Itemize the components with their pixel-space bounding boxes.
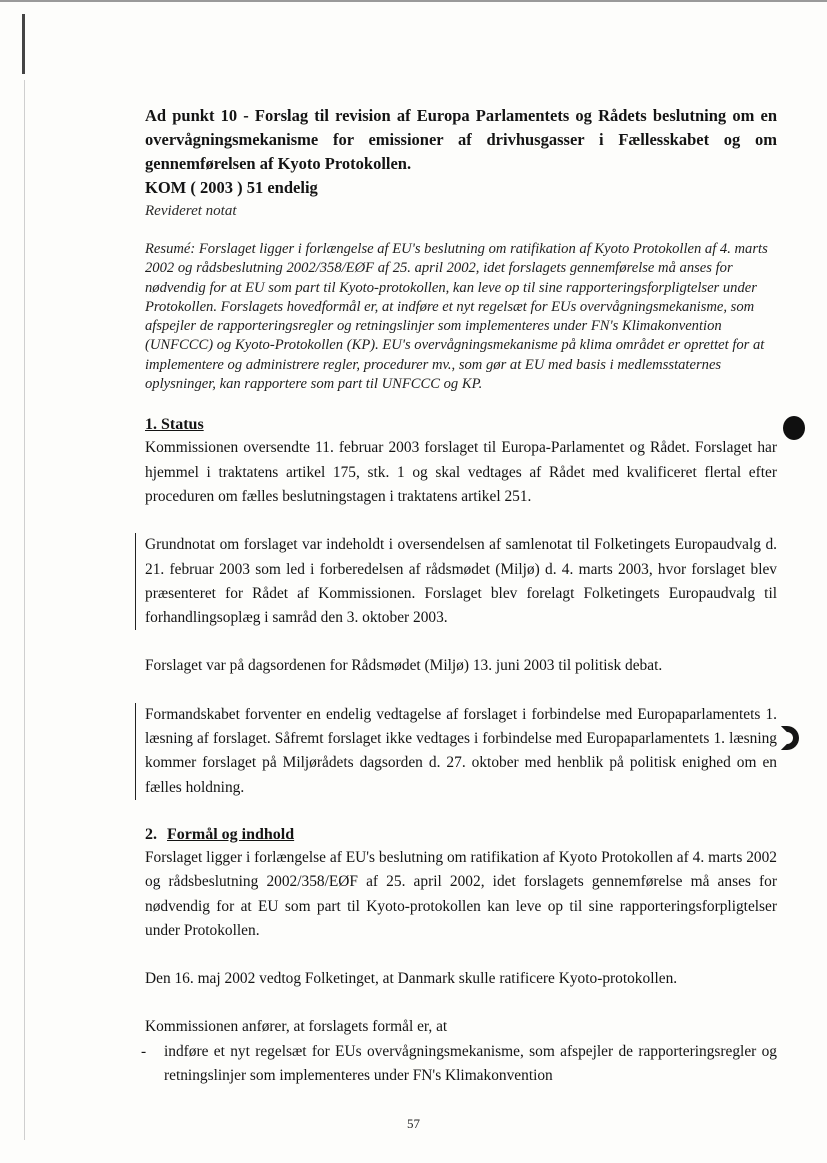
bullet-dash: - bbox=[141, 1042, 147, 1060]
scan-edge-top bbox=[0, 0, 827, 2]
binder-ring-mark bbox=[781, 726, 799, 750]
bullet-item bbox=[141, 1040, 777, 1089]
section-2-number: 2. bbox=[145, 825, 157, 843]
change-bar-block-2 bbox=[135, 703, 777, 800]
bullet-text: indføre et nyt regelsæt for EUs overvågningsmekanisme, som afspejler de rapporteringsregler og retningslinjer som implementeres under FN's Klimakonvention bbox=[164, 1042, 777, 1085]
section-2-paragraph-2: Den 16. maj 2002 vedtog Folketinget, at Danmark skulle ratificere Kyoto-protokollen. bbox=[145, 970, 678, 988]
document-page bbox=[141, 104, 777, 1088]
punch-hole-mark bbox=[783, 416, 805, 440]
section-1-paragraph-1: Kommissionen oversendte 11. februar 2003 forslaget til Europa-Parlamentet og Rådet. Forslaget har hjemmel i traktatens artikel 175, stk. 1 og skal vedtages af Rådet med kvalificeret flertal efter proceduren om fælles beslutningstagen i traktatens artikel 251. bbox=[145, 439, 777, 505]
change-bar-block-1 bbox=[135, 533, 777, 630]
section-2-paragraph-1: Forslaget ligger i forlængelse af EU's beslutning om ratifikation af Kyoto Protokollen af 4. marts 2002 og rådsbeslutning 2002/358/EØF af 25. april 2002, idet forslagets gennemførelse må anses for nødvendig for at EU som part til Kyoto-protokollen kan leve op til sine rapporteringsforpligtelser under Protokollen. bbox=[145, 848, 777, 939]
section-1-paragraph-4: Formandskabet forventer en endelig vedtagelse af forslaget i forbindelse med Europaparlamentets 1. læsning af forslaget. Såfremt forslaget ikke vedtages i forbindelse med Europaparlamentets 1. læsning kommer forslaget på Miljørådets dagsorden d. 27. oktober med henblik på politisk enighed om en fælles holdning. bbox=[145, 705, 777, 796]
scan-edge-left bbox=[22, 14, 25, 74]
resume-paragraph: Resumé: Forslaget ligger i forlængelse af EU's beslutning om ratifikation af Kyoto Protokollen af 4. marts 2002 og rådsbeslutning 2002/358/EØF af 25. april 2002, idet forslagets gennemførelse må anses for nødvendig for at EU som part til Kyoto-protokollen, kan leve op til sine rapporteringsforpligtelser under Protokollen. Forslagets hovedformål er, at indføre et nyt regelsæt for EUs overvågningsmekanisme, som afspejler de rapporteringsregler og retningslinjer som implementeres under FN's Klimakonvention (UNFCCC) og Kyoto-Protokollen (KP). EU's overvågningsmekanisme på klima området er oprettet for at implementere og administrere regler, procedurer mv., som gør at EU med basis i medlemsstaternes oplysninger, kan rapportere som part til UNFCCC og KP. bbox=[145, 241, 768, 393]
scan-edge-left-faint bbox=[24, 80, 25, 1140]
section-1-paragraph-2: Grundnotat om forslaget var indeholdt i oversendelsen af samlenotat til Folketingets Europaudvalg d. 21. februar 2003 som led i forberedelsen af rådsmødet (Miljø) d. 4. marts 2003, hvor forslaget blev præsenteret for Rådet af Kommissionen. Forslaget blev forelagt Folketingets Europaudvalg til forhandlingsoplæg i samråd den 3. oktober 2003. bbox=[145, 536, 777, 627]
section-2-title-text: Formål og indhold bbox=[167, 825, 295, 843]
document-reference: KOM ( 2003 ) 51 endelig bbox=[145, 178, 318, 197]
section-2-title bbox=[145, 824, 777, 846]
note-label: Revideret notat bbox=[145, 203, 237, 219]
section-1-paragraph-3: Forslaget var på dagsordenen for Rådsmødet (Miljø) 13. juni 2003 til politisk debat. bbox=[145, 657, 663, 675]
section-1-title: 1. Status bbox=[145, 416, 204, 434]
section-2-paragraph-3: Kommissionen anfører, at forslagets formål er, at bbox=[145, 1018, 448, 1036]
page-number: 57 bbox=[407, 1116, 420, 1131]
document-heading: Ad punkt 10 - Forslag til revision af Europa Parlamentets og Rådets beslutning om en overvågningsmekanisme for emissioner af drivhusgasser i Fællesskabet og om gennemførelsen af Kyoto Protokollen. bbox=[145, 106, 777, 173]
